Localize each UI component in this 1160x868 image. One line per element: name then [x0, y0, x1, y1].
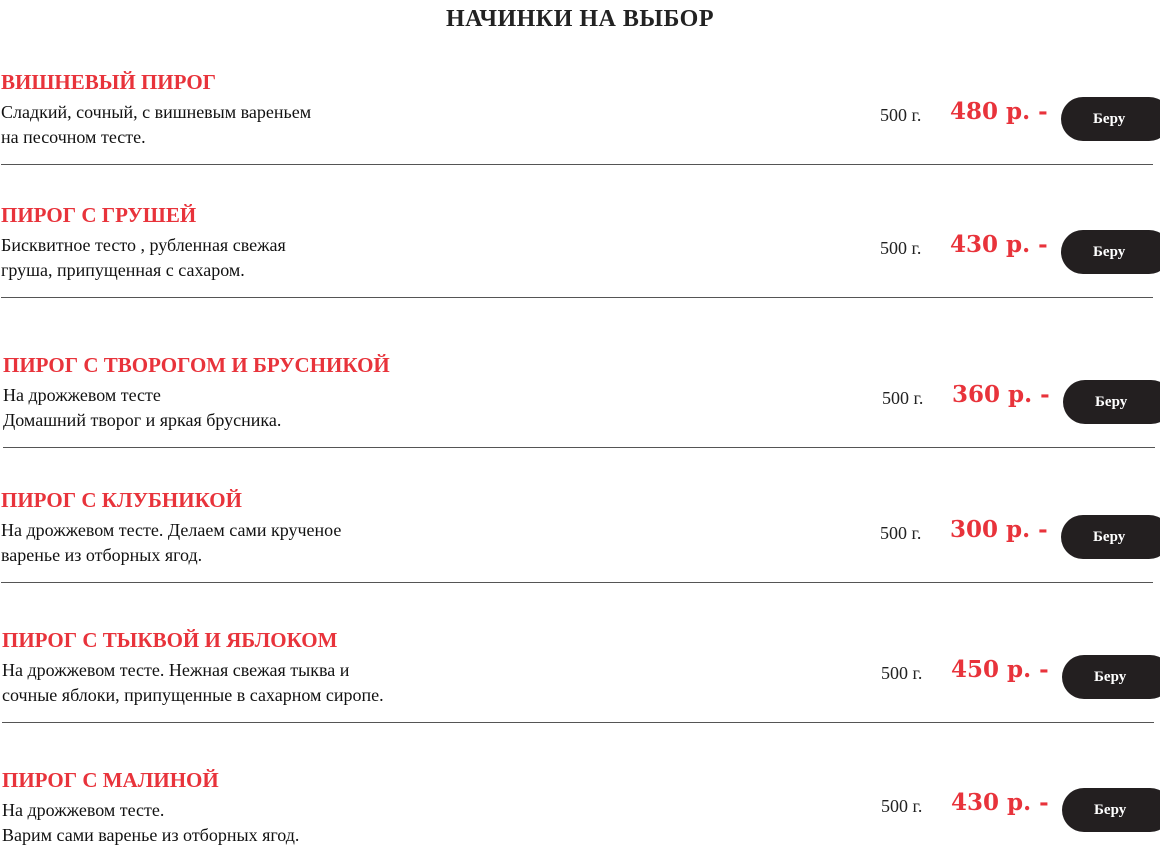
divider	[1, 297, 1153, 298]
divider	[1, 164, 1153, 165]
divider	[3, 447, 1155, 448]
menu-item	[1, 203, 1160, 303]
item-price: 480 р. -	[950, 98, 1048, 125]
menu-item	[2, 628, 1160, 728]
item-weight: 500 г.	[880, 523, 922, 543]
divider	[1, 582, 1153, 583]
item-title: ПИРОГ С ГРУШЕЙ	[1, 203, 197, 227]
item-description: На дрожжевом тесте Домашний творог и яркая брусника.	[3, 385, 282, 430]
item-description: На дрожжевом тесте. Нежная свежая тыква и сочные яблоки, припущенные в сахарном сиропе.	[2, 660, 384, 705]
item-weight: 500 г.	[880, 238, 922, 258]
item-description: На дрожжевом тесте. Делаем сами крученое варенье из отборных ягод.	[1, 520, 342, 565]
buy-button[interactable]: Беру	[1062, 788, 1160, 832]
item-description: Бисквитное тесто , рубленная свежая груша, припущенная с сахаром.	[1, 235, 286, 280]
item-title: ПИРОГ С ТВОРОГОМ И БРУСНИКОЙ	[3, 353, 390, 377]
item-weight: 500 г.	[880, 105, 922, 125]
item-title: ВИШНЕВЫЙ ПИРОГ	[1, 70, 217, 94]
item-title: ПИРОГ С МАЛИНОЙ	[2, 768, 219, 792]
buy-button[interactable]: Беру	[1061, 230, 1160, 274]
buy-button[interactable]: Беру	[1061, 515, 1160, 559]
item-weight: 500 г.	[882, 388, 924, 408]
page-title: НАЧИНКИ НА ВЫБОР	[446, 6, 714, 32]
buy-button[interactable]: Беру	[1063, 380, 1160, 424]
menu-item	[3, 353, 1160, 453]
menu-item	[2, 768, 1160, 868]
item-weight: 500 г.	[881, 663, 923, 683]
menu-item	[1, 70, 1160, 170]
menu-item	[1, 488, 1160, 588]
buy-button[interactable]: Беру	[1061, 97, 1160, 141]
item-title: ПИРОГ С ТЫКВОЙ И ЯБЛОКОМ	[2, 628, 338, 652]
item-price: 430 р. -	[951, 789, 1049, 816]
item-description: На дрожжевом тесте. Варим сами варенье из отборных ягод.	[2, 800, 300, 845]
item-price: 450 р. -	[951, 656, 1049, 683]
item-price: 430 р. -	[950, 231, 1048, 258]
buy-button[interactable]: Беру	[1062, 655, 1160, 699]
item-price: 360 р. -	[952, 381, 1050, 408]
item-description: Сладкий, сочный, с вишневым вареньем на песочном тесте.	[1, 102, 312, 147]
item-price: 300 р. -	[950, 516, 1048, 543]
divider	[2, 722, 1154, 723]
item-weight: 500 г.	[881, 796, 923, 816]
item-title: ПИРОГ С КЛУБНИКОЙ	[1, 488, 242, 512]
